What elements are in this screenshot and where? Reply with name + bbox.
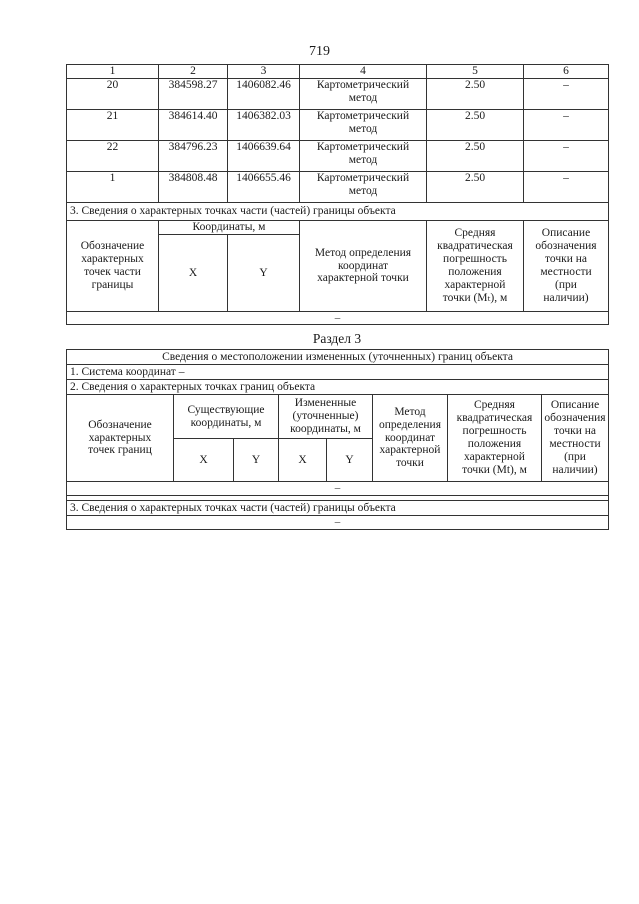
empty-dash: – <box>67 482 609 496</box>
header-description: Описание обозначения точки на местности (при наличии) <box>524 221 609 312</box>
coord-y: 1406082.46 <box>228 79 300 110</box>
col-number: 3 <box>228 65 300 79</box>
header-y-changed: Y <box>327 439 373 482</box>
section-header-row <box>67 350 609 365</box>
column-numbers-row <box>67 65 609 79</box>
header-point: Обозначение характерных точек границ <box>67 395 174 482</box>
col-number: 5 <box>427 65 524 79</box>
part-section-row <box>67 203 609 221</box>
empty-row <box>67 312 609 325</box>
section-header: Сведения о местоположении измененных (уточненных) границ объекта <box>67 350 609 365</box>
header-method: Метод определения координат характерной точки <box>300 221 427 312</box>
empty-row <box>67 516 609 530</box>
header-error: Средняя квадратическая погрешность положения характерной точки (Mₜ), м <box>427 221 524 312</box>
point-id: 21 <box>67 110 159 141</box>
empty-dash: – <box>67 312 609 325</box>
table-row <box>67 110 609 141</box>
method: Картометрический метод <box>300 172 427 203</box>
col-number: 4 <box>300 65 427 79</box>
part-section-title: 3. Сведения о характерных точках части (частей) границы объекта <box>67 203 609 221</box>
part-dash: – <box>67 516 609 530</box>
col-number: 2 <box>159 65 228 79</box>
empty-row <box>67 482 609 496</box>
section-title: Раздел 3 <box>312 331 362 346</box>
point-id: 1 <box>67 172 159 203</box>
coord-x: 384598.27 <box>159 79 228 110</box>
error-value: 2.50 <box>427 141 524 172</box>
coord-x: 384796.23 <box>159 141 228 172</box>
header-y: Y <box>228 235 300 312</box>
header-row <box>67 221 609 235</box>
method: Картометрический метод <box>300 110 427 141</box>
coord-system-row <box>67 365 609 380</box>
points-title: 2. Сведения о характерных точках границ объекта <box>67 380 609 395</box>
method: Картометрический метод <box>300 141 427 172</box>
header-x-changed: X <box>279 439 327 482</box>
coord-y: 1406382.03 <box>228 110 300 141</box>
point-id: 22 <box>67 141 159 172</box>
table-row <box>67 172 609 203</box>
header-method: Метод определения координат характерной точки <box>373 395 448 482</box>
error-value: 2.50 <box>427 110 524 141</box>
header-x-existing: X <box>174 439 234 482</box>
coord-y: 1406655.46 <box>228 172 300 203</box>
col-number: 6 <box>524 65 609 79</box>
part-title-row <box>67 501 609 516</box>
description: – <box>524 79 609 110</box>
header-coords: Координаты, м <box>159 221 300 235</box>
changed-boundaries-table <box>66 349 609 530</box>
boundary-points-table <box>66 64 609 325</box>
header-y-existing: Y <box>234 439 279 482</box>
coord-x: 384614.40 <box>159 110 228 141</box>
description: – <box>524 141 609 172</box>
header-description: Описание обозначения точки на местности (при наличии) <box>542 395 609 482</box>
header-point: Обозначение характерных точек части границы <box>67 221 159 312</box>
description: – <box>524 110 609 141</box>
header-row <box>67 395 609 439</box>
header-changed-coords: Измененные (уточненные) координаты, м <box>279 395 373 439</box>
page-number: 719 <box>309 44 330 59</box>
part-title: 3. Сведения о характерных точках части (частей) границы объекта <box>67 501 609 516</box>
col-number: 1 <box>67 65 159 79</box>
table-row <box>67 141 609 172</box>
error-value: 2.50 <box>427 79 524 110</box>
header-error: Средняя квадратическая погрешность положения характерной точки (Mt), м <box>448 395 542 482</box>
method: Картометрический метод <box>300 79 427 110</box>
table-row <box>67 79 609 110</box>
description: – <box>524 172 609 203</box>
point-id: 20 <box>67 79 159 110</box>
points-title-row <box>67 380 609 395</box>
coord-system: 1. Система координат – <box>67 365 609 380</box>
header-existing-coords: Существующие координаты, м <box>174 395 279 439</box>
error-value: 2.50 <box>427 172 524 203</box>
coord-x: 384808.48 <box>159 172 228 203</box>
header-x: X <box>159 235 228 312</box>
coord-y: 1406639.64 <box>228 141 300 172</box>
